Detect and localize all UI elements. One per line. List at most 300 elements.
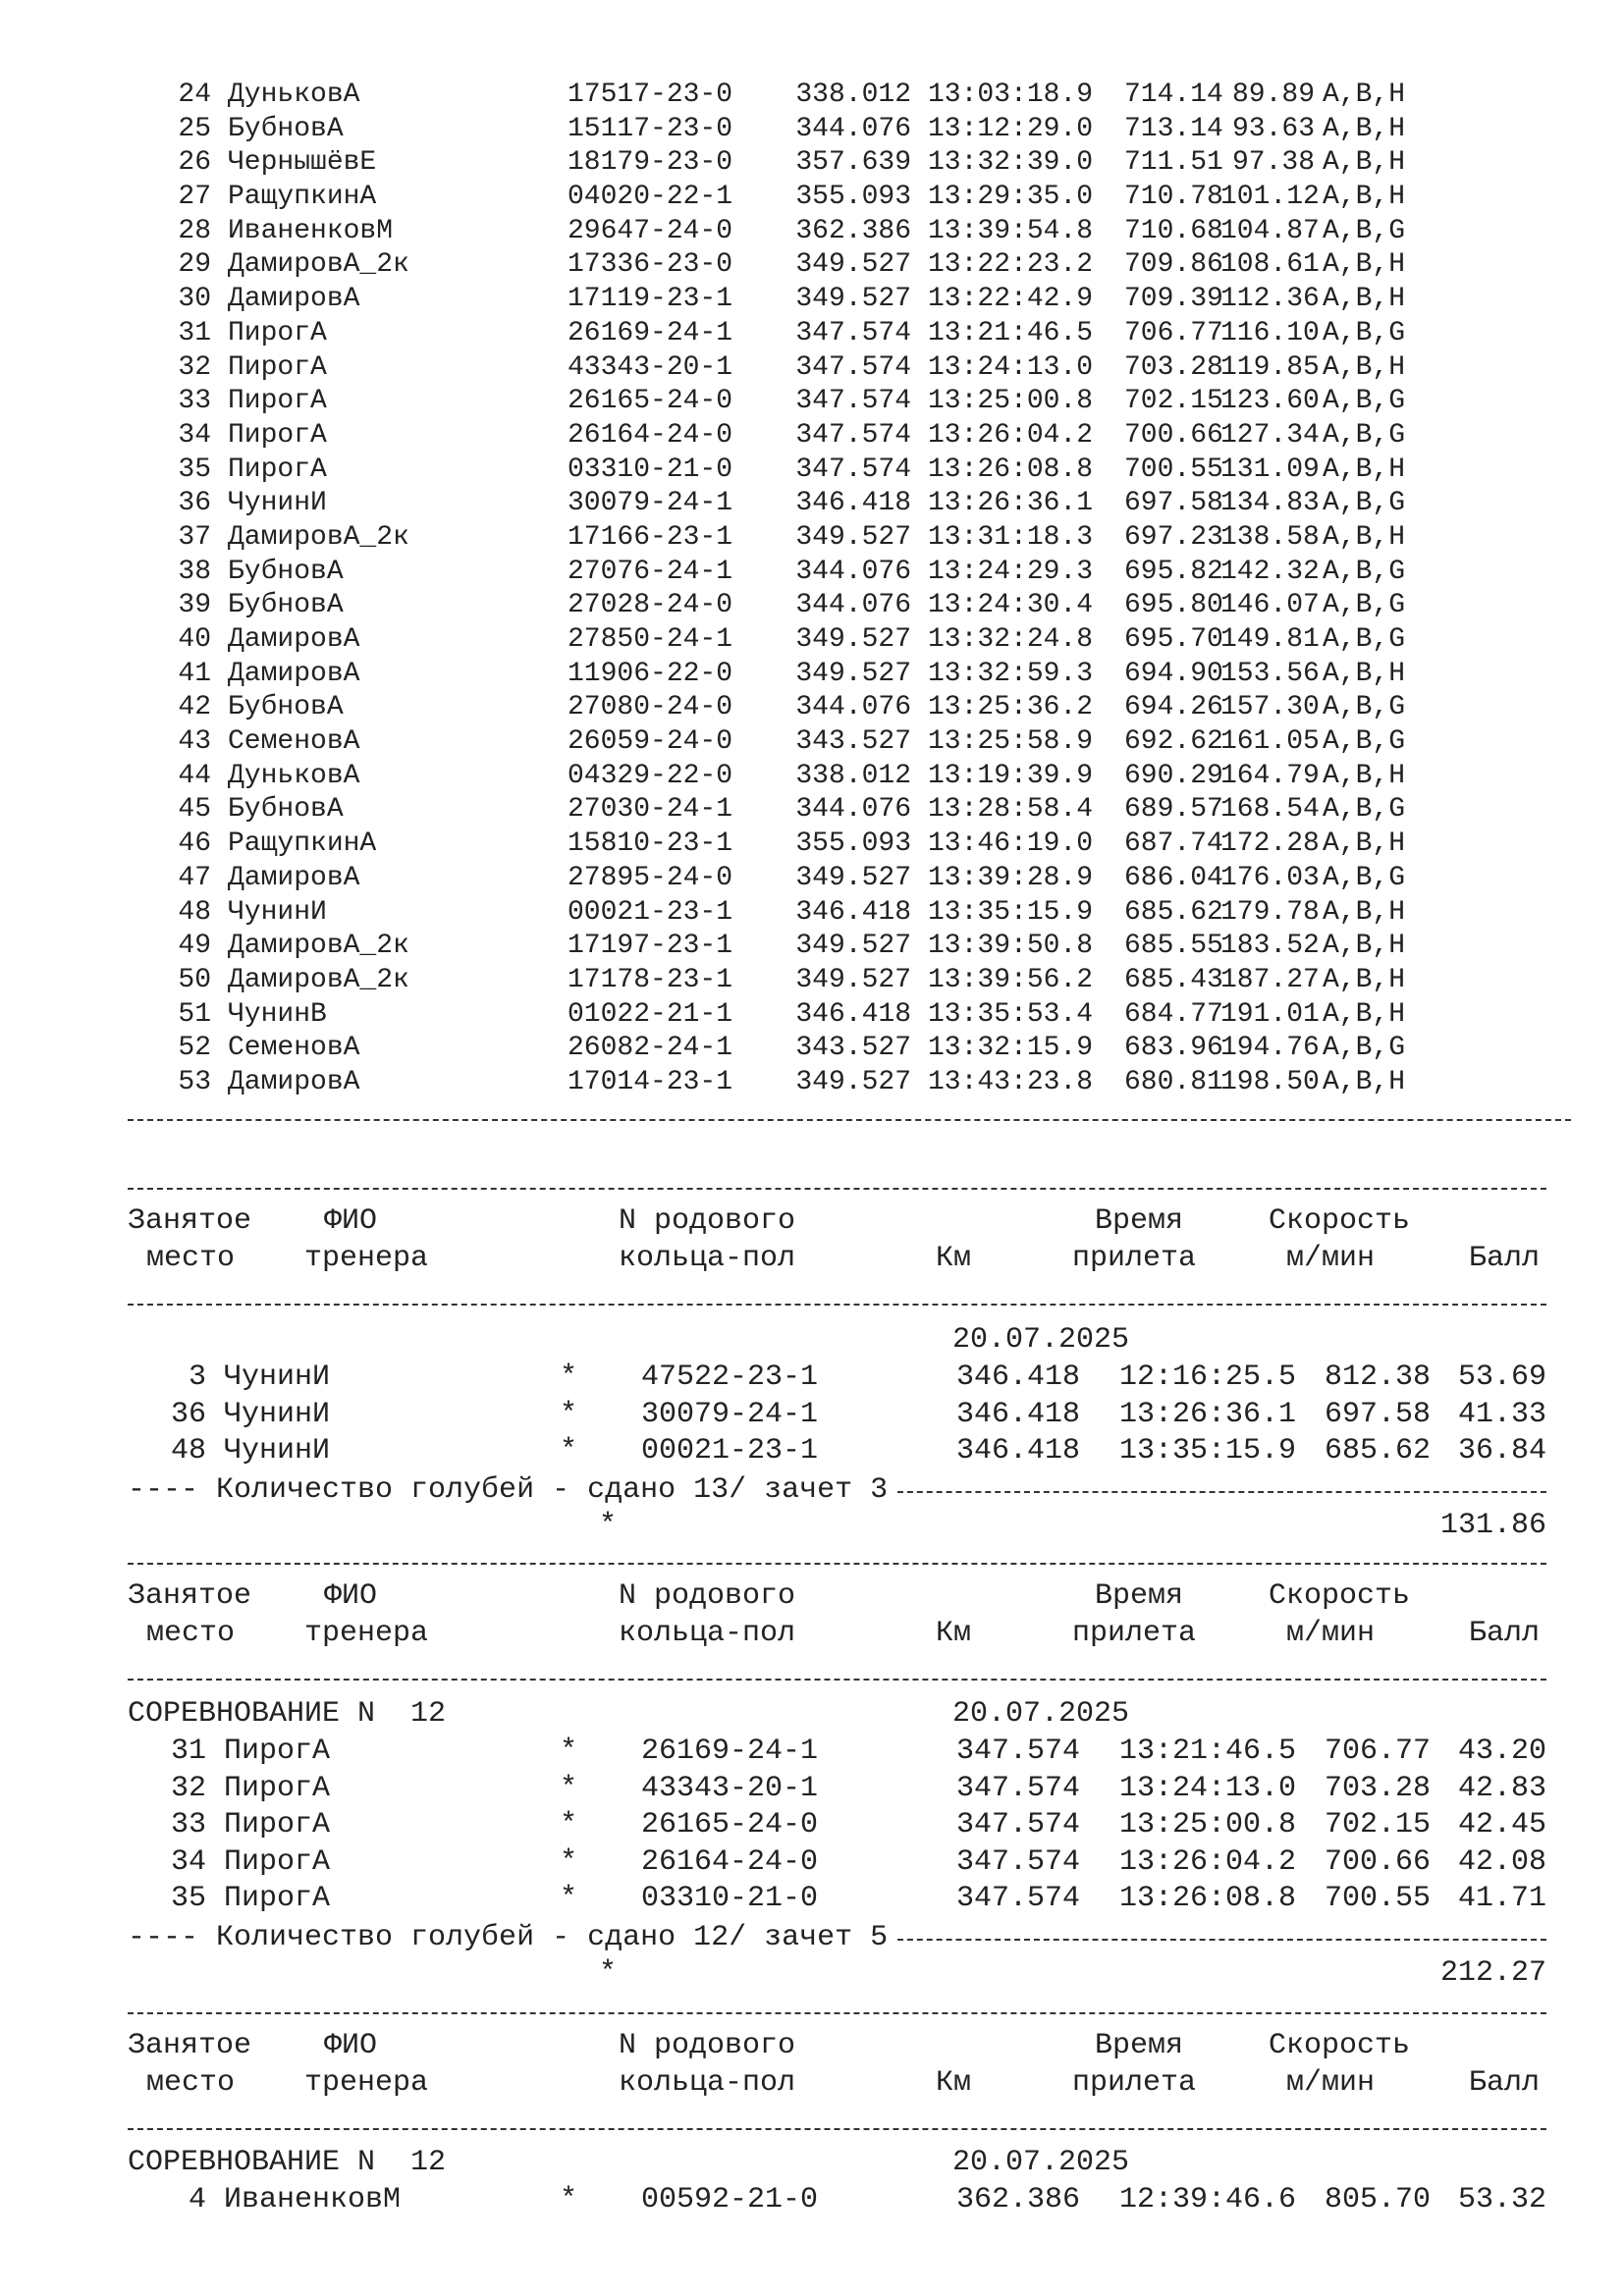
team-points: 53.32 (1457, 2183, 1546, 2216)
result-name: ЧунинВ (228, 998, 327, 1030)
result-points: 123.60 (1220, 386, 1320, 417)
result-speed: 697.58 (1124, 488, 1223, 519)
team-star: * (560, 1735, 578, 1768)
result-points: 112.36 (1220, 284, 1320, 315)
team-row (128, 1398, 1546, 1435)
result-time: 13:32:24.8 (928, 624, 1094, 655)
table-header (128, 2024, 1546, 2103)
result-flags: A,B,G (1323, 794, 1406, 826)
result-name: ДамировА (228, 862, 360, 893)
result-flags: A,B,H (1323, 249, 1406, 281)
result-name: ПирогА (228, 454, 327, 485)
result-ring: 11906-22-0 (568, 658, 733, 689)
result-flags: A,B,G (1323, 419, 1406, 451)
team-name: ПирогА (224, 1844, 331, 1879)
team-speed: 805.70 (1324, 2183, 1431, 2216)
result-place: 48 (178, 896, 211, 928)
result-flags: A,B,H (1323, 658, 1406, 689)
result-speed: 713.14 (1124, 113, 1223, 144)
result-row (162, 623, 1440, 658)
result-ring: 27850-24-1 (568, 624, 733, 655)
header-speed: Скорость (1269, 1204, 1411, 1238)
team-points: 41.33 (1457, 1397, 1546, 1431)
result-km: 349.527 (795, 964, 911, 995)
result-flags: A,B,G (1323, 726, 1406, 758)
team-km: 346.418 (955, 1361, 1080, 1394)
result-place: 33 (178, 386, 211, 417)
team-place: 48 (170, 1434, 206, 1468)
header-speed-2: м/мин (1286, 2066, 1376, 2100)
team-2-body (128, 1697, 1546, 1994)
result-name: ПирогА (228, 386, 327, 417)
result-time: 13:24:13.0 (928, 351, 1094, 383)
result-time: 13:32:15.9 (928, 1033, 1094, 1064)
result-speed: 687.74 (1124, 828, 1223, 860)
header-time-2: прилета (1072, 1242, 1197, 1275)
result-row (162, 215, 1440, 249)
team-star: * (560, 1771, 578, 1805)
result-ring: 27076-24-1 (568, 556, 733, 587)
result-ring: 17014-23-1 (568, 1066, 733, 1097)
result-row (162, 317, 1440, 351)
team-star: * (560, 1808, 578, 1842)
result-km: 347.574 (795, 317, 911, 348)
result-km: 343.527 (795, 1033, 911, 1064)
team-km: 347.574 (955, 1844, 1080, 1879)
team-ring: 26169-24-1 (641, 1735, 819, 1768)
result-speed: 680.81 (1124, 1066, 1223, 1097)
result-name: ДамировА (228, 658, 360, 689)
result-km: 349.527 (795, 931, 911, 962)
race-date: 20.07.2025 (952, 2146, 1130, 2179)
team-time: 13:26:36.1 (1118, 1397, 1296, 1431)
team-place: 31 (170, 1735, 206, 1768)
section-rule (128, 1679, 1546, 1681)
team-total-row (128, 1509, 1546, 1546)
result-points: 176.03 (1220, 862, 1320, 893)
result-place: 36 (178, 488, 211, 519)
header-ring-2: кольца-пол (619, 1242, 796, 1275)
header-place-2: место (146, 2066, 236, 2100)
result-time: 13:29:35.0 (928, 182, 1094, 213)
result-place: 50 (178, 964, 211, 995)
team-points: 42.45 (1457, 1808, 1546, 1842)
result-name: БубновА (228, 556, 344, 587)
result-speed: 690.29 (1124, 760, 1223, 791)
result-time: 13:03:18.9 (928, 80, 1094, 110)
result-row (162, 691, 1440, 725)
team-km: 346.418 (955, 1434, 1080, 1468)
result-row (162, 454, 1440, 488)
team-speed: 706.77 (1324, 1735, 1431, 1768)
team-row (128, 1361, 1546, 1398)
result-speed: 694.26 (1124, 692, 1223, 723)
team-summary (128, 1919, 1546, 1956)
result-place: 47 (178, 862, 211, 893)
result-ring: 17197-23-1 (568, 931, 733, 962)
result-name: ПирогА (228, 351, 327, 383)
result-speed: 694.90 (1124, 658, 1223, 689)
team-speed: 700.55 (1324, 1882, 1431, 1915)
result-flags: A,B,H (1323, 521, 1406, 553)
result-speed: 685.62 (1124, 896, 1223, 928)
result-place: 40 (178, 624, 211, 655)
result-km: 349.527 (795, 624, 911, 655)
result-km: 338.012 (795, 760, 911, 791)
result-flags: A,B,H (1323, 931, 1406, 962)
result-row (162, 725, 1440, 760)
summary-dash (897, 1939, 1546, 1941)
result-speed: 695.80 (1124, 590, 1223, 621)
result-name: ДамировА (228, 1066, 360, 1097)
result-points: 198.50 (1220, 1066, 1320, 1097)
result-row (162, 419, 1440, 454)
result-row (162, 146, 1440, 181)
team-time: 13:25:00.8 (1118, 1808, 1296, 1842)
summary-text: ---- Количество голубей - сдано 12/ зачет 5 (128, 1920, 889, 1954)
team-km: 347.574 (955, 1735, 1080, 1768)
result-speed: 711.51 (1124, 147, 1223, 179)
section-rule (128, 2012, 1546, 2014)
result-name: ПирогА (228, 419, 327, 451)
result-row (162, 760, 1440, 794)
header-ring-2: кольца-пол (619, 2066, 796, 2100)
team-name: ЧунинИ (224, 1361, 331, 1394)
result-time: 13:19:39.9 (928, 760, 1094, 791)
team-3-body (128, 2146, 1546, 2220)
team-speed: 700.66 (1324, 1844, 1431, 1879)
result-place: 26 (178, 147, 211, 179)
team-row (128, 1882, 1546, 1919)
team-place: 35 (170, 1882, 206, 1915)
team-ring: 47522-23-1 (641, 1361, 819, 1394)
team-summary (128, 1471, 1546, 1509)
result-time: 13:43:23.8 (928, 1066, 1094, 1097)
result-row (162, 79, 1440, 113)
result-place: 24 (178, 80, 211, 110)
table-header (128, 1200, 1546, 1278)
result-row (162, 487, 1440, 521)
result-km: 349.527 (795, 862, 911, 893)
result-time: 13:24:30.4 (928, 590, 1094, 621)
team-ring: 03310-21-0 (641, 1882, 819, 1915)
result-place: 51 (178, 998, 211, 1030)
team-total-row (128, 1956, 1546, 1994)
result-row (162, 556, 1440, 590)
header-time: Время (1095, 2029, 1184, 2062)
competition-label: СОРЕВНОВАНИЕ N 12 (128, 1697, 447, 1731)
team-km: 347.574 (955, 1882, 1080, 1915)
result-points: 191.01 (1220, 998, 1320, 1030)
team-speed: 685.62 (1324, 1434, 1431, 1468)
result-row (162, 589, 1440, 623)
result-flags: A,B,H (1323, 828, 1406, 860)
result-place: 29 (178, 249, 211, 281)
result-name: БубновА (228, 113, 344, 144)
team-time: 13:24:13.0 (1118, 1771, 1296, 1805)
header-place: Занятое (128, 1579, 252, 1613)
result-points: 101.12 (1220, 182, 1320, 213)
result-name: БубновА (228, 692, 344, 723)
header-speed-2: м/мин (1286, 1242, 1376, 1275)
result-time: 13:46:19.0 (928, 828, 1094, 860)
result-time: 13:24:29.3 (928, 556, 1094, 587)
result-km: 349.527 (795, 1066, 911, 1097)
team-row (128, 1845, 1546, 1883)
header-ring: N родового (619, 1204, 796, 1238)
result-time: 13:39:50.8 (928, 931, 1094, 962)
result-km: 344.076 (795, 556, 911, 587)
header-place: Занятое (128, 2029, 252, 2062)
result-km: 355.093 (795, 182, 911, 213)
result-ring: 01022-21-1 (568, 998, 733, 1030)
result-place: 31 (178, 317, 211, 348)
header-points: Балл (1469, 1242, 1541, 1275)
result-place: 43 (178, 726, 211, 758)
result-km: 362.386 (795, 215, 911, 246)
result-time: 13:26:08.8 (928, 454, 1094, 485)
section-rule (128, 1188, 1546, 1190)
result-points: 194.76 (1220, 1033, 1320, 1064)
header-km: Км (936, 2066, 972, 2100)
team-row (128, 1772, 1546, 1809)
result-speed: 695.70 (1124, 624, 1223, 655)
result-time: 13:32:59.3 (928, 658, 1094, 689)
team-star: * (560, 1361, 578, 1394)
result-km: 343.527 (795, 726, 911, 758)
team-1-body (128, 1323, 1546, 1546)
team-name: ПирогА (224, 1771, 331, 1805)
result-ring: 27030-24-1 (568, 794, 733, 826)
result-km: 344.076 (795, 113, 911, 144)
header-name: ФИО (324, 1204, 378, 1238)
team-place: 32 (170, 1771, 206, 1805)
result-points: 187.27 (1220, 964, 1320, 995)
result-ring: 26165-24-0 (568, 386, 733, 417)
header-place-2: место (146, 1617, 236, 1650)
result-points: 183.52 (1220, 931, 1320, 962)
summary-text: ---- Количество голубей - сдано 13/ зачет 3 (128, 1472, 889, 1507)
result-row (162, 248, 1440, 283)
team-speed: 703.28 (1324, 1771, 1431, 1805)
result-row (162, 896, 1440, 931)
result-name: РащупкинА (228, 182, 377, 213)
result-row (162, 793, 1440, 828)
result-points: 108.61 (1220, 249, 1320, 281)
result-speed: 700.55 (1124, 454, 1223, 485)
result-name: ДамировА (228, 624, 360, 655)
result-name: РащупкинА (228, 828, 377, 860)
team-speed: 697.58 (1324, 1397, 1431, 1431)
result-name: ДамировА_2к (228, 931, 409, 962)
result-row (162, 521, 1440, 556)
team-ring: 30079-24-1 (641, 1397, 819, 1431)
team-block-3 (128, 2024, 1546, 2103)
result-ring: 26082-24-1 (568, 1033, 733, 1064)
result-speed: 709.39 (1124, 284, 1223, 315)
result-row (162, 385, 1440, 419)
result-place: 45 (178, 794, 211, 826)
result-row (162, 1066, 1440, 1100)
result-flags: A,B,G (1323, 1033, 1406, 1064)
header-place-2: место (146, 1242, 236, 1275)
result-row (162, 998, 1440, 1033)
result-ring: 30079-24-1 (568, 488, 733, 519)
team-place: 33 (170, 1808, 206, 1842)
race-date: 20.07.2025 (952, 1323, 1130, 1357)
header-time-2: прилета (1072, 1617, 1197, 1650)
result-name: ДуньковА (228, 80, 360, 110)
team-rows (128, 1735, 1546, 1919)
team-row (128, 1434, 1546, 1471)
result-speed: 709.86 (1124, 249, 1223, 281)
result-points: 116.10 (1220, 317, 1320, 348)
result-points: 172.28 (1220, 828, 1320, 860)
result-name: БубновА (228, 794, 344, 826)
result-flags: A,B,H (1323, 113, 1406, 144)
result-flags: A,B,G (1323, 556, 1406, 587)
team-name: ПирогА (224, 1808, 331, 1842)
competition-label: СОРЕВНОВАНИЕ N 12 (128, 2146, 447, 2179)
section-rule (128, 1304, 1546, 1306)
result-speed: 685.43 (1124, 964, 1223, 995)
result-km: 344.076 (795, 692, 911, 723)
total-star: * (599, 1955, 618, 1990)
result-points: 127.34 (1220, 419, 1320, 451)
header-name-2: тренера (304, 2066, 429, 2100)
team-total: 131.86 (1439, 1508, 1546, 1542)
result-flags: A,B,G (1323, 590, 1406, 621)
team-ring: 43343-20-1 (641, 1771, 819, 1805)
header-ring: N родового (619, 1579, 796, 1613)
result-time: 13:32:39.0 (928, 147, 1094, 179)
result-points: 164.79 (1220, 760, 1320, 791)
result-flags: A,B,G (1323, 692, 1406, 723)
result-points: 157.30 (1220, 692, 1320, 723)
result-points: 104.87 (1220, 215, 1320, 246)
result-name: ДамировА_2к (228, 964, 409, 995)
result-place: 28 (178, 215, 211, 246)
header-speed-2: м/мин (1286, 1617, 1376, 1650)
header-speed: Скорость (1269, 2029, 1411, 2062)
result-time: 13:39:28.9 (928, 862, 1094, 893)
result-time: 13:25:58.9 (928, 726, 1094, 758)
result-time: 13:21:46.5 (928, 317, 1094, 348)
header-name-2: тренера (304, 1617, 429, 1650)
result-flags: A,B,H (1323, 80, 1406, 110)
team-name: ЧунинИ (224, 1397, 331, 1431)
result-km: 349.527 (795, 284, 911, 315)
section-rule (128, 1563, 1546, 1565)
result-time: 13:22:23.2 (928, 249, 1094, 281)
result-name: ДамировА_2к (228, 249, 409, 281)
team-points: 53.69 (1457, 1361, 1546, 1394)
team-time: 12:39:46.6 (1118, 2183, 1296, 2216)
result-speed: 685.55 (1124, 931, 1223, 962)
team-time: 12:16:25.5 (1118, 1361, 1296, 1394)
header-ring: N родового (619, 2029, 796, 2062)
result-km: 338.012 (795, 80, 911, 110)
result-place: 52 (178, 1033, 211, 1064)
result-points: 89.89 (1231, 80, 1315, 110)
result-km: 346.418 (795, 896, 911, 928)
team-points: 41.71 (1457, 1882, 1546, 1915)
result-km: 349.527 (795, 249, 911, 281)
team-place: 34 (170, 1844, 206, 1879)
result-flags: A,B,H (1323, 998, 1406, 1030)
team-ring: 00021-23-1 (641, 1434, 819, 1468)
result-place: 25 (178, 113, 211, 144)
result-speed: 683.96 (1124, 1033, 1223, 1064)
team-name: ПирогА (224, 1882, 331, 1915)
team-rows (128, 2183, 1546, 2220)
result-time: 13:35:53.4 (928, 998, 1094, 1030)
result-km: 349.527 (795, 658, 911, 689)
team-place: 36 (170, 1397, 206, 1431)
result-name: ЧунинИ (228, 488, 327, 519)
result-points: 146.07 (1220, 590, 1320, 621)
result-row (162, 181, 1440, 215)
team-star: * (560, 2183, 578, 2216)
result-speed: 686.04 (1124, 862, 1223, 893)
result-flags: A,B,H (1323, 284, 1406, 315)
result-km: 346.418 (795, 488, 911, 519)
result-km: 347.574 (795, 454, 911, 485)
result-points: 119.85 (1220, 351, 1320, 383)
team-star: * (560, 1397, 578, 1431)
result-points: 179.78 (1220, 896, 1320, 928)
result-place: 46 (178, 828, 211, 860)
result-speed: 684.77 (1124, 998, 1223, 1030)
team-block-2 (128, 1575, 1546, 1653)
header-points: Балл (1469, 1617, 1541, 1650)
summary-dash (897, 1491, 1546, 1493)
result-km: 347.574 (795, 386, 911, 417)
team-row (128, 1735, 1546, 1772)
result-flags: A,B,G (1323, 862, 1406, 893)
result-ring: 18179-23-0 (568, 147, 733, 179)
result-ring: 29647-24-0 (568, 215, 733, 246)
result-time: 13:26:36.1 (928, 488, 1094, 519)
result-km: 347.574 (795, 419, 911, 451)
team-block-1 (128, 1200, 1546, 1278)
result-points: 97.38 (1231, 147, 1315, 179)
header-name-2: тренера (304, 1242, 429, 1275)
result-time: 13:35:15.9 (928, 896, 1094, 928)
result-name: ЧунинИ (228, 896, 327, 928)
result-speed: 710.78 (1124, 182, 1223, 213)
team-ring: 00592-21-0 (641, 2183, 819, 2216)
team-km: 347.574 (955, 1808, 1080, 1842)
result-flags: A,B,H (1323, 454, 1406, 485)
result-ring: 04020-22-1 (568, 182, 733, 213)
header-km: Км (936, 1242, 972, 1275)
result-flags: A,B,H (1323, 147, 1406, 179)
team-points: 42.08 (1457, 1844, 1546, 1879)
result-place: 32 (178, 351, 211, 383)
result-place: 38 (178, 556, 211, 587)
result-ring: 43343-20-1 (568, 351, 733, 383)
result-points: 131.09 (1220, 454, 1320, 485)
result-ring: 17119-23-1 (568, 284, 733, 315)
header-name: ФИО (324, 2029, 378, 2062)
result-time: 13:12:29.0 (928, 113, 1094, 144)
result-points: 161.05 (1220, 726, 1320, 758)
result-row (162, 964, 1440, 998)
result-speed: 689.57 (1124, 794, 1223, 826)
result-time: 13:31:18.3 (928, 521, 1094, 553)
result-km: 349.527 (795, 521, 911, 553)
